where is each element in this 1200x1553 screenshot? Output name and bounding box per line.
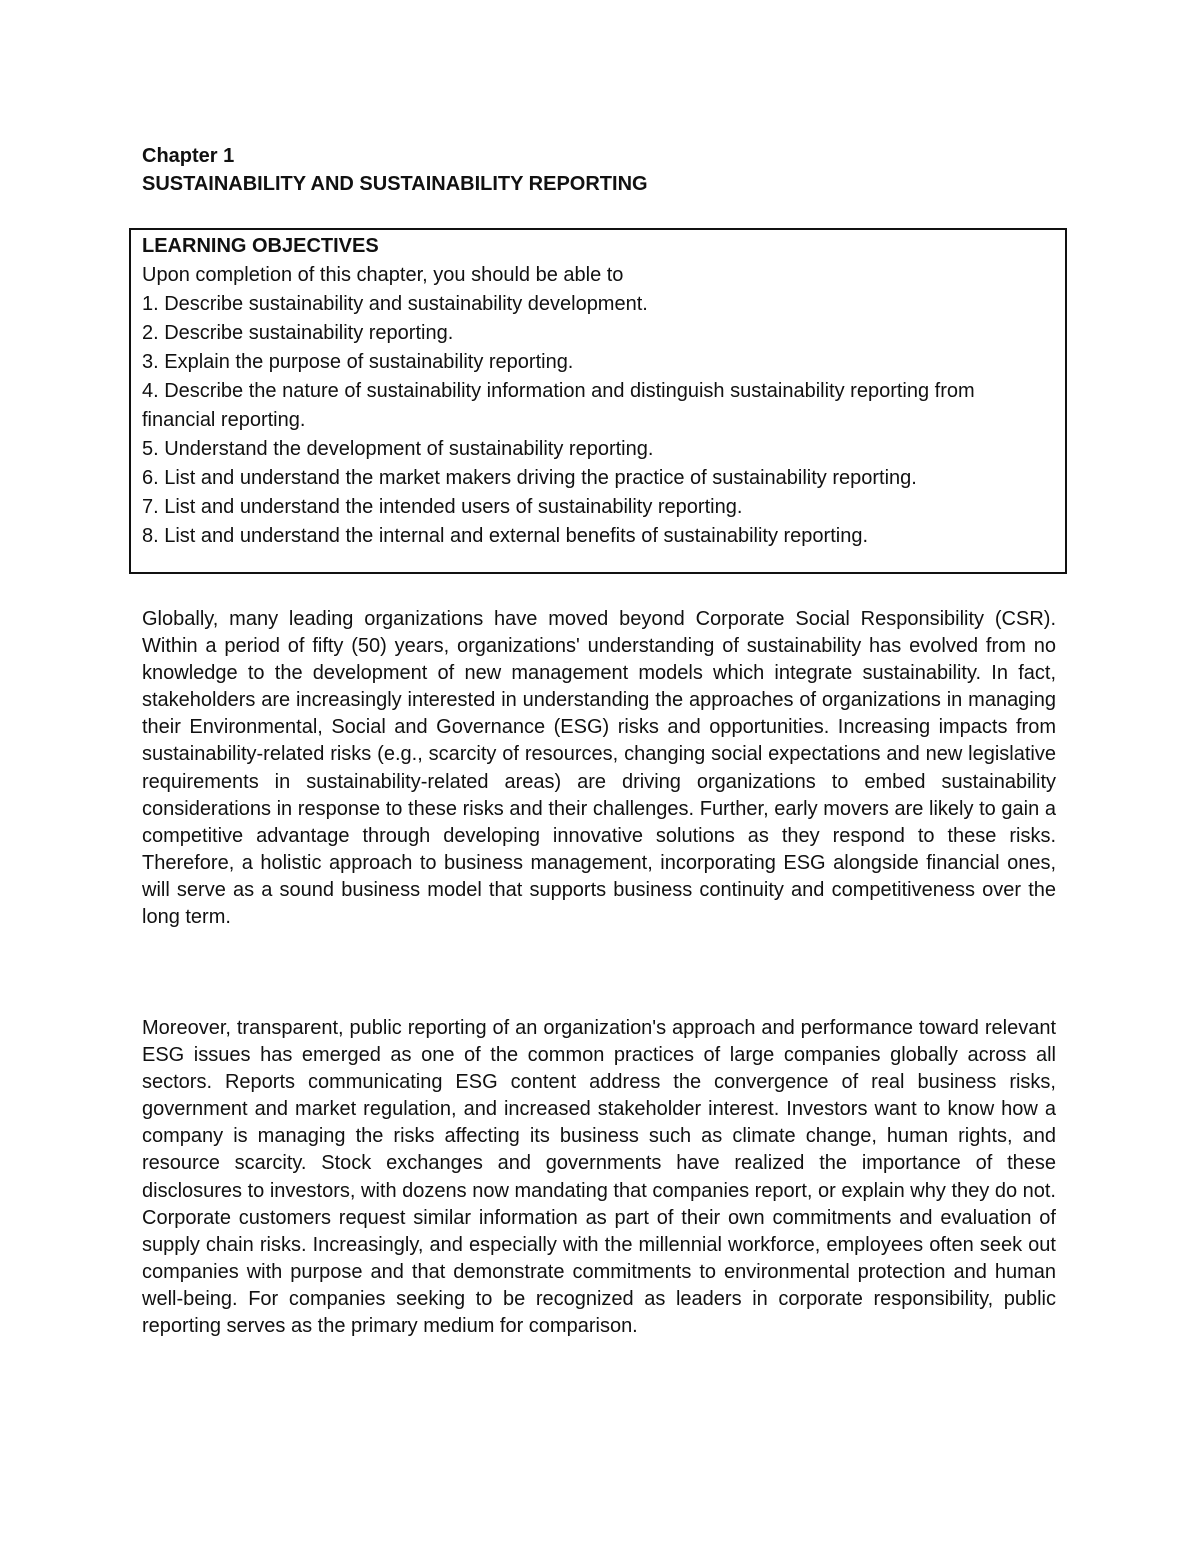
chapter-title: SUSTAINABILITY AND SUSTAINABILITY REPORTING [142,173,648,195]
learning-objectives-heading: LEARNING OBJECTIVES [142,235,379,257]
learning-objective-item: 5. Understand the development of sustainability reporting. [142,438,654,460]
body-paragraph-1: Globally, many leading organizations have moved beyond Corporate Social Responsibility (CSR). Within a period of fifty (50) years, organizations' understanding of sustainability has evolved from no knowledge to the development of new management models which integrate sustainability. In fact, stakeholders are increasingly interested in understanding the approaches of organizations in managing their Environmental, Social and Governance (ESG) risks and opportunities. Increasing impacts from sustainability-related risks (e.g., scarcity of resources, changing social expectations and new legislative requirements in sustainability-related areas) are driving organizations to embed sustainability considerations in response to these risks and their challenges. Further, early movers are likely to gain a competitive advantage through developing innovative solutions as they respond to these risks. Therefore, a holistic approach to business management, incorporating ESG alongside financial ones, will serve as a sound business model that supports business continuity and competitiveness over the long term. [142,608,1056,929]
learning-objective-item: 6. List and understand the market makers driving the practice of sustainability reporting. [142,467,917,489]
learning-objective-item: 1. Describe sustainability and sustainability development. [142,293,648,315]
learning-objective-item: 4. Describe the nature of sustainability information and distinguish sustainability reporting from financial reporting. [142,380,975,431]
learning-objectives-intro: Upon completion of this chapter, you should be able to [142,264,624,286]
body-paragraph-2: Moreover, transparent, public reporting of an organization's approach and performance toward relevant ESG issues has emerged as one of the common practices of large companies globally across all sectors. Reports communicating ESG content address the convergence of real business risks, government and market regulation, and increased stakeholder interest. Investors want to know how a company is managing the risks affecting its business such as climate change, human rights, and resource scarcity. Stock exchanges and governments have realized the importance of these disclosures to investors, with dozens now mandating that companies report, or explain why they do not. Corporate customers request similar information as part of their own commitments and evaluation of supply chain risks. Increasingly, and especially with the millennial workforce, employees often seek out companies with purpose and that demonstrate commitments to environmental protection and human well-being. For companies seeking to be recognized as leaders in corporate responsibility, public reporting serves as the primary medium for comparison. [142,1017,1056,1338]
learning-objective-item: 3. Explain the purpose of sustainability reporting. [142,351,574,373]
learning-objective-item: 2. Describe sustainability reporting. [142,322,454,344]
learning-objectives-box [129,228,1067,574]
chapter-label: Chapter 1 [142,145,235,167]
learning-objective-item: 7. List and understand the intended users of sustainability reporting. [142,496,743,518]
learning-objective-item: 8. List and understand the internal and external benefits of sustainability reporting. [142,525,869,547]
